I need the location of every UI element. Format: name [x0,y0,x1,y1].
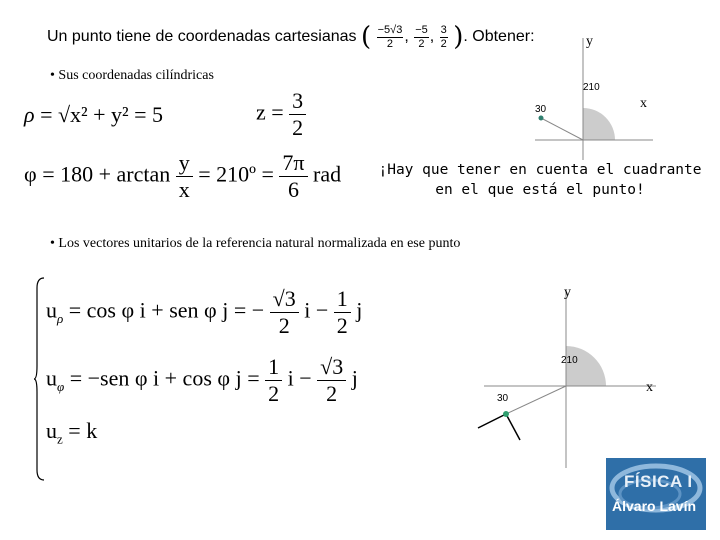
rho-symbol: ρ [24,102,35,127]
angle-sector-1 [583,108,615,140]
angle-sector-2 [566,346,606,386]
open-paren: ( [361,22,372,52]
u-phi-vector [506,414,520,440]
u-rho-lhs: u [46,297,57,323]
small-angle-label-1: 30 [535,104,547,115]
y-label-1: y [586,34,593,49]
radial-line-1 [541,118,583,140]
problem-statement: Un punto tiene de coordenadas cartesianas ( $\frac{-5√3}{2}$ , $\frac{-5}{2}$ , $\frac{3}{2}$ ). Obtener: [47,22,535,52]
u-rho-tail: j [356,297,363,323]
angle-label-2: 210 [561,355,578,366]
radial-line-2 [506,386,566,414]
u-rho-mid: i − [304,297,329,323]
logo-swirl-icon [606,458,706,530]
u-phi-mid: i − [287,365,312,391]
z-equation [256,88,306,141]
small-angle-label-2: 30 [497,393,509,404]
quadrant-note [365,160,715,200]
close-paren: ) [453,22,464,52]
unit-vectors-bullet: • Los vectores unitarios de la referencia natural normalizada en ese punto [50,236,461,251]
u-rho-vector [478,414,506,428]
u-rho-frac-1: $\frac{√3}{2}$ [270,286,299,339]
quadrant-diagram-2 [470,280,670,472]
note-line-2: en el que está el punto! [435,182,645,198]
logo-author: Álvaro Lavín [612,498,697,514]
u-phi-frac-2: $\frac{√3}{2}$ [317,354,346,407]
point-x: $\frac{-5√3}{2}$ [377,23,403,50]
note-line-1: ¡Hay que tener en cuenta el cuadrante [378,162,702,178]
point-marker-1 [539,116,544,121]
point-marker-2 [503,411,509,417]
phi-rad-fraction: $\frac{7\pi}{6}$ [279,150,307,203]
logo-title: FÍSICA I [624,472,693,491]
cylindrical-bullet: • Sus coordenadas cilíndricas [50,68,214,83]
statement-text: Un punto tiene de coordenadas cartesianas [47,28,357,46]
u-phi-expr: = −sen φ i + cos φ j = [69,365,260,391]
y-label-2: y [564,285,571,300]
z-lhs: z = [256,99,284,125]
u-rho-equation [46,286,362,339]
phi-equals: = 210º = [198,161,274,187]
point-z: $\frac{3}{2}$ [440,23,447,50]
rho-equation [24,102,163,128]
phi-equation [24,150,341,203]
x-label-2: x [646,380,653,395]
rho-expression: = √x² + y² = 5 [40,102,164,127]
u-phi-sub: φ [57,378,65,394]
u-phi-lhs: u [46,365,57,391]
phi-yx-fraction: $\frac{y}{x}$ [176,150,193,203]
u-rho-frac-2: $\frac{1}{2}$ [334,286,351,339]
z-fraction: $\frac{3}{2}$ [289,88,306,141]
u-phi-tail: j [351,365,358,391]
brace-path [34,278,44,480]
phi-unit: rad [313,161,342,187]
u-z-sub: z [57,431,63,447]
u-z-expr: = k [68,418,98,443]
fisica-logo [606,458,706,530]
u-rho-sub: ρ [57,310,64,326]
u-z-equation [46,418,97,447]
u-phi-frac-1: $\frac{1}{2}$ [265,354,282,407]
point-y: $\frac{-5}{2}$ [415,23,428,50]
angle-label-1: 210 [583,82,600,93]
u-phi-equation [46,354,358,407]
x-label-1: x [640,96,647,111]
u-z-lhs: u [46,418,57,443]
u-rho-expr: = cos φ i + sen φ j = − [68,297,265,323]
statement-suffix: . Obtener: [463,28,535,46]
system-brace [34,276,46,482]
phi-lhs: φ = 180 + arctan [24,161,171,187]
